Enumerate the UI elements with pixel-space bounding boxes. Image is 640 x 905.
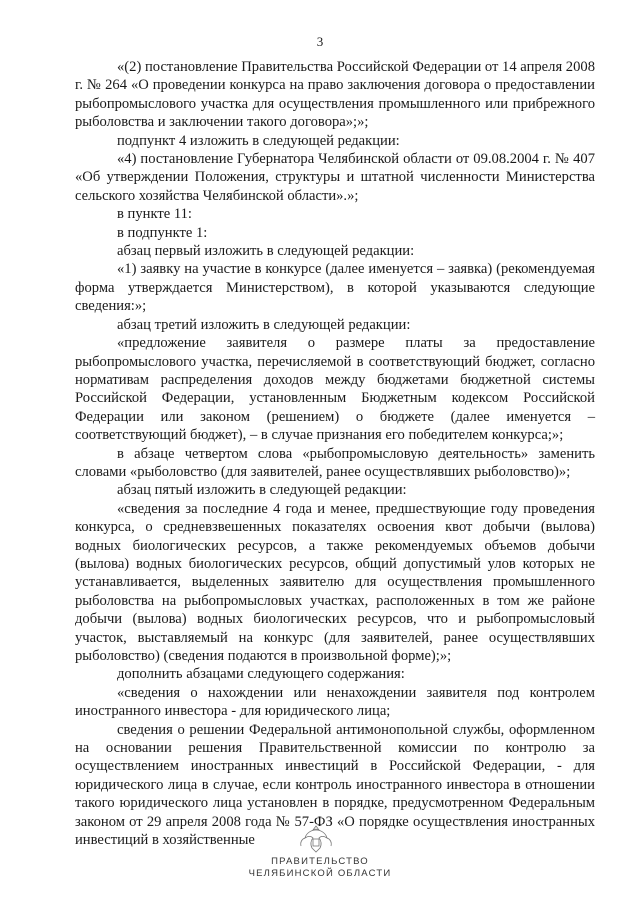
paragraph: «предложение заявителя о размере платы за предоставление рыбопромыслового участка, перечисляемой в соответствующий бюджет, согласно нормативам распределения доходов между бюджетами бюджетной системы Российской Федерации, установленным Бюджетным кодексом Российской Федерации или законом (решением) о бюджете (далее именуется – соответствующий бюджет), – в случае признания его победителем конкурса;»; bbox=[75, 335, 595, 444]
emblem-icon bbox=[296, 822, 336, 856]
paragraph: «(2) постановление Правительства Российской Федерации от 14 апреля 2008 г. № 264 «О проведении конкурса на право заключения договора о предоставлении рыбопромыслового участка для осуществления промышленного или прибрежного рыболовства и заключении такого договора»;»; bbox=[75, 59, 595, 131]
paragraph: абзац первый изложить в следующей редакции: bbox=[117, 243, 415, 260]
paragraph: абзац пятый изложить в следующей редакции: bbox=[117, 482, 407, 499]
paragraph: «4) постановление Губернатора Челябинской области от 09.08.2004 г. № 407 «Об утверждении Положения, структуры и штатной численности Министерства сельского хозяйства Челябинской области».»; bbox=[75, 151, 595, 204]
footer bbox=[0, 856, 640, 880]
paragraph: в подпункте 1: bbox=[117, 224, 208, 241]
paragraph: «сведения за последние 4 года и менее, предшествующие году проведения конкурса, о средневзвешенных показателях освоения квот добычи (вылова) водных биологических ресурсов, а также рекомендуемых объемов добычи (вылова) водных биологических ресурсов, общий допустимый улов которых не устанавливается, выделенных заявителю для осуществления промышленного рыболовства на рыбопромысловых участках, расположенных в том же районе добычи (вылова) водных биологических ресурсов, что и рыбопромысловый участок, выставляемый на конкурс (для заявителей, ранее осуществлявших рыболовство) (сведения подаются в произвольной форме);»; bbox=[75, 500, 595, 664]
paragraph: дополнить абзацами следующего содержания: bbox=[117, 666, 405, 683]
paragraph: в абзаце четвертом слова «рыбопромысловую деятельность» заменить словами «рыболовство (для заявителей, ранее осуществлявших рыболовство)»; bbox=[75, 445, 595, 480]
footer-line-government: ПРАВИТЕЛЬСТВО bbox=[271, 856, 369, 867]
footer-line-region: ЧЕЛЯБИНСКОЙ ОБЛАСТИ bbox=[248, 868, 392, 879]
paragraph: «сведения о нахождении или ненахождении заявителя под контролем иностранного инвестора - для юридического лица; bbox=[75, 684, 595, 720]
paragraph: сведения о решении Федеральной антимонопольной службы, оформленном на основании решения Правительственной комиссии по контролю за осуществлением иностранных инвестиций в Российской Федерации, - для юридического лица в случае, если контроль иностранного инвестора в отношении такого юридического лица установлен в порядке, предусмотренном Федеральным законом от 29 апреля 2008 года № 57-ФЗ «О порядке осуществления иностранных инвестиций в хозяйственные bbox=[75, 721, 595, 849]
paragraph: абзац третий изложить в следующей редакции: bbox=[117, 316, 411, 333]
page-number: 3 bbox=[316, 34, 324, 49]
paragraph: «1) заявку на участие в конкурсе (далее именуется – заявка) (рекомендуемая форма утверждается Министерством), в которой указываются следующие сведения:»; bbox=[75, 261, 595, 315]
paragraph: в пункте 11: bbox=[117, 206, 192, 223]
paragraph: подпункт 4 изложить в следующей редакции: bbox=[117, 132, 400, 149]
document-body bbox=[75, 58, 595, 849]
